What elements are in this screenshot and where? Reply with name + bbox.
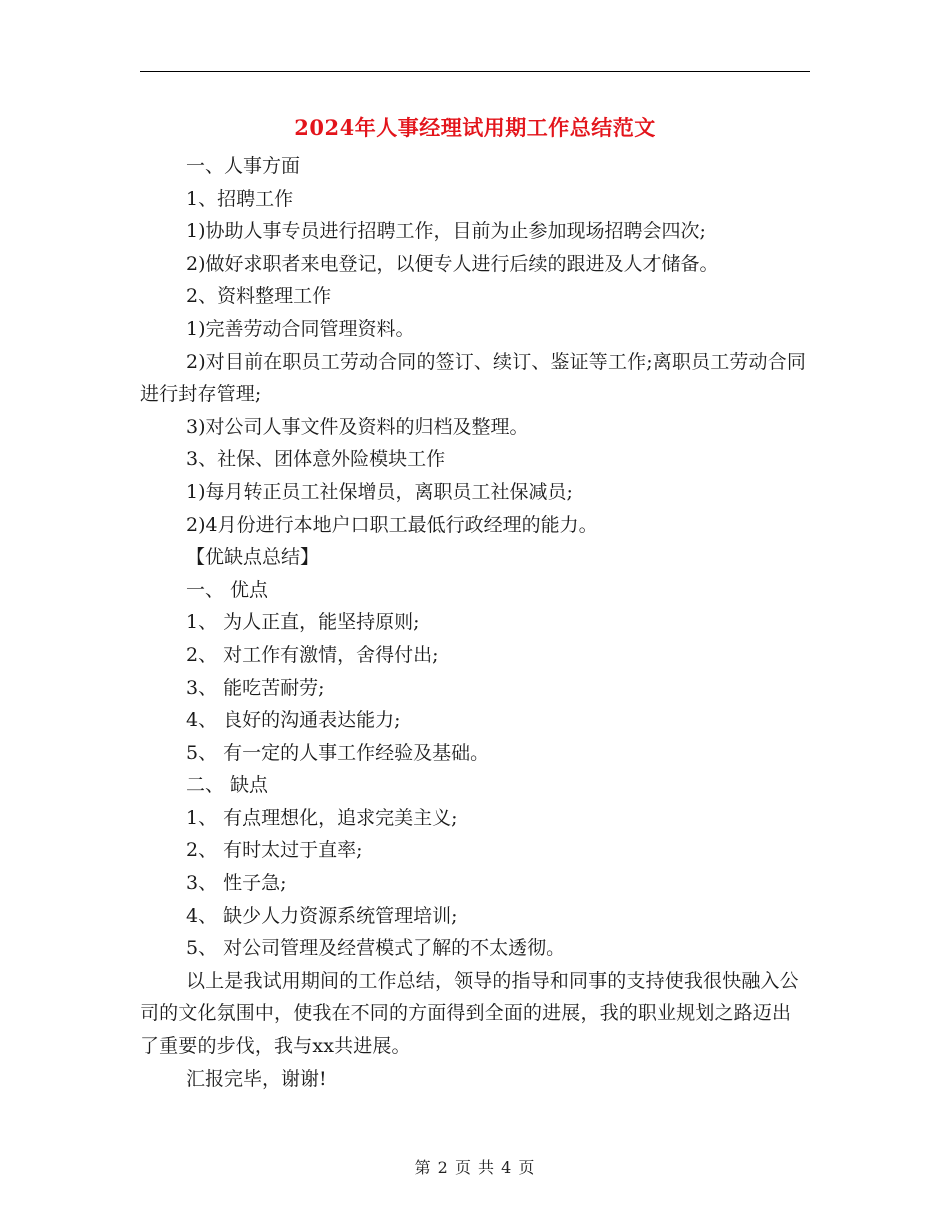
header-rule (140, 71, 810, 72)
list-item: 2、 对工作有激情，舍得付出; (186, 643, 439, 666)
list-item: 1、 为人正直，能坚持原则; (186, 611, 420, 634)
list-item: 1、 有点理想化，追求完美主义; (186, 806, 458, 829)
list-item: 4、 缺少人力资源系统管理培训; (186, 904, 458, 927)
list-item: 5、 有一定的人事工作经验及基础。 (186, 741, 490, 764)
list-item: 5、 对公司管理及经营模式了解的不太透彻。 (186, 937, 566, 960)
list-item: 2、 有时太过于直率; (186, 839, 363, 862)
section-heading-hr: 一、人事方面 (186, 155, 301, 177)
list-item: 4、 良好的沟通表达能力; (186, 709, 401, 732)
section-heading-weaknesses: 二、 缺点 (186, 774, 269, 797)
subsection-documents: 2、资料整理工作 (186, 285, 332, 308)
closing-paragraph: 以上是我试用期间的工作总结，领导的指导和同事的支持使我很快融入公司的文化氛围中，使我在不同的方面得到全面的进展，我的职业规划之路迈出了重要的步伐，我与xx共进展。 (140, 969, 799, 1058)
list-item: 2)对目前在职员工劳动合同的签订、续订、鉴证等工作;离职员工劳动合同进行封存管理; (140, 350, 807, 406)
closing-remark: 汇报完毕，谢谢! (186, 1067, 327, 1090)
section-heading-strengths: 一、 优点 (186, 578, 269, 601)
section-heading-summary: 【优缺点总结】 (186, 546, 320, 569)
list-item: 3)对公司人事文件及资料的归档及整理。 (186, 415, 529, 438)
page-number: 第 2 页 共 4 页 (414, 1158, 536, 1177)
list-item: 1)完善劳动合同管理资料。 (186, 317, 415, 340)
list-item: 1)每月转正员工社保增员，离职员工社保减员; (186, 480, 573, 503)
subsection-recruitment: 1、招聘工作 (186, 187, 294, 210)
list-item: 3、 能吃苦耐劳; (186, 676, 325, 699)
subsection-insurance: 3、社保、团体意外险模块工作 (186, 448, 446, 471)
list-item: 2)做好求职者来电登记，以便专人进行后续的跟进及人才储备。 (186, 252, 719, 275)
list-item: 3、 性子急; (186, 872, 287, 895)
list-item: 2)4月份进行本地户口职工最低行政经理的能力。 (186, 513, 598, 536)
list-item: 1)协助人事专员进行招聘工作，目前为止参加现场招聘会四次; (186, 220, 706, 243)
document-title: 2024年人事经理试用期工作总结范文 (294, 115, 656, 140)
document-body (140, 150, 810, 1095)
